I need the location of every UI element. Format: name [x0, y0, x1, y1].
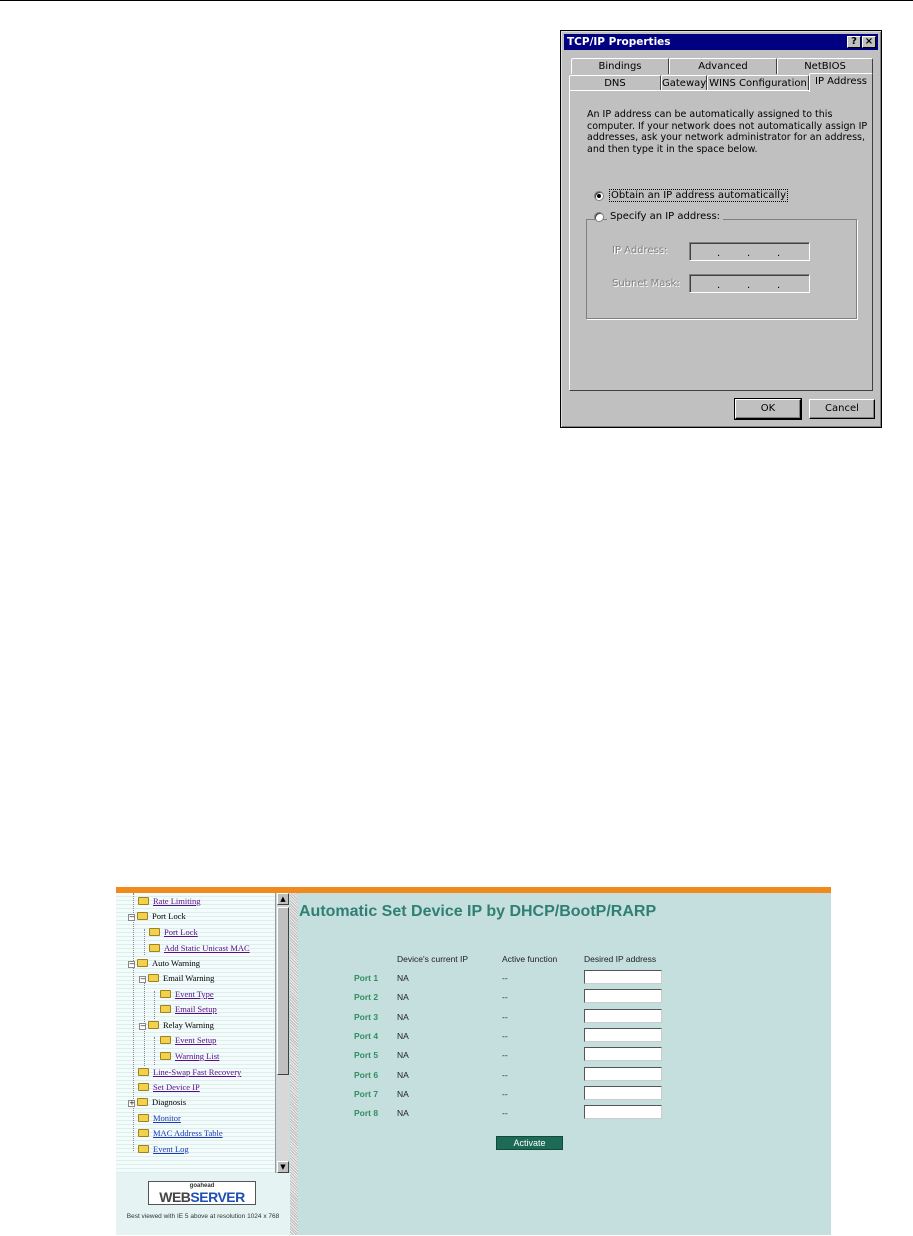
folder-icon	[149, 928, 160, 936]
desired-ip-input[interactable]	[584, 1047, 662, 1061]
current-ip-value: NA	[397, 1031, 409, 1041]
folder-icon	[138, 1129, 149, 1137]
folder-open-icon	[148, 1021, 159, 1029]
port-label: Port 7	[354, 1089, 379, 1099]
best-viewed-note: Best viewed with IE 5 above at resolution 1024 x 768	[126, 1213, 280, 1220]
tree-item-port-lock[interactable]: Port Lock	[149, 927, 198, 942]
scroll-thumb[interactable]	[277, 907, 289, 1075]
subnet-mask-field[interactable]: . . .	[689, 274, 810, 293]
col-current-ip: Device's current IP	[397, 954, 469, 964]
nav-scrollbar[interactable]	[277, 893, 289, 1173]
tree-item-event-setup[interactable]: Event Setup	[160, 1035, 216, 1050]
page-title: Automatic Set Device IP by DHCP/BootP/RARP	[299, 903, 657, 920]
logo-area	[116, 1173, 290, 1235]
frame-divider[interactable]	[290, 893, 298, 1235]
ip-description: An IP address can be automatically assigned to this computer. If your network does not automatically assign IP addresses, ask your network administrator for an address, and then type it in the space below.	[587, 109, 868, 155]
port-label: Port 1	[354, 973, 379, 983]
specify-ip-group	[586, 219, 857, 319]
desired-ip-input[interactable]	[584, 989, 662, 1003]
tree-item-mac-address-table[interactable]: MAC Address Table	[138, 1128, 223, 1143]
tree-item-port-lock-folder[interactable]: − Port Lock	[129, 911, 186, 921]
tree-item-warning-list[interactable]: Warning List	[160, 1051, 219, 1066]
desired-ip-input[interactable]	[584, 1086, 662, 1100]
current-ip-value: NA	[397, 973, 409, 983]
tree-item-auto-warning[interactable]: − Auto Warning	[129, 958, 201, 968]
folder-open-icon	[137, 912, 148, 920]
tree-item-email-setup[interactable]: Email Setup	[160, 1004, 217, 1019]
tab-dns-configuration[interactable]: DNS	[569, 75, 661, 91]
port-label: Port 8	[354, 1108, 379, 1118]
help-button[interactable]: ?	[847, 36, 861, 48]
tree-item-line-swap-fast-recovery[interactable]: Line-Swap Fast Recovery	[138, 1067, 241, 1082]
tree-item-diagnosis[interactable]: + Diagnosis	[129, 1097, 186, 1107]
desired-ip-input[interactable]	[584, 970, 662, 984]
folder-icon	[138, 1114, 149, 1122]
tab-ip-address[interactable]: IP Address	[809, 73, 873, 92]
folder-icon	[160, 1005, 171, 1013]
ok-button[interactable]: OK	[735, 399, 801, 419]
active-function-value: --	[502, 1012, 508, 1022]
ip-address-panel	[569, 90, 873, 391]
goahead-webserver-logo: goahead WEBSERVER	[148, 1181, 256, 1205]
desired-ip-input[interactable]	[584, 1067, 662, 1081]
active-function-value: --	[502, 1070, 508, 1080]
desired-ip-input[interactable]	[584, 1105, 662, 1119]
tree-item-relay-warning[interactable]: − Relay Warning	[140, 1020, 214, 1030]
folder-icon	[138, 897, 149, 905]
page-top-rule	[0, 0, 913, 1]
folder-icon	[160, 990, 171, 998]
desired-ip-input[interactable]	[584, 1009, 662, 1023]
close-button[interactable]: ×	[862, 36, 876, 48]
web-config-screenshot	[116, 887, 831, 1235]
tree-item-event-log[interactable]: Event Log	[138, 1144, 189, 1159]
collapse-icon[interactable]: −	[140, 975, 146, 983]
active-function-value: --	[502, 992, 508, 1002]
tab-wins-configuration[interactable]: WINS Configuration	[707, 75, 809, 91]
col-desired-ip: Desired IP address	[584, 954, 657, 964]
active-function-value: --	[502, 1089, 508, 1099]
radio-specify-ip[interactable]	[594, 212, 604, 222]
collapse-icon[interactable]: −	[129, 960, 135, 968]
radio-obtain-auto-label[interactable]: Obtain an IP address automatically	[611, 190, 787, 201]
tab-advanced[interactable]: Advanced	[669, 58, 777, 74]
port-label: Port 6	[354, 1070, 379, 1080]
tree-item-set-device-ip[interactable]: Set Device IP	[138, 1082, 200, 1097]
expand-icon[interactable]: +	[129, 1099, 135, 1107]
current-ip-value: NA	[397, 1070, 409, 1080]
tab-netbios[interactable]: NetBIOS	[777, 58, 873, 74]
subnet-mask-label: Subnet Mask:	[612, 278, 680, 289]
nav-tree	[116, 893, 276, 1173]
dialog-titlebar[interactable]	[564, 34, 878, 50]
folder-icon	[160, 1052, 171, 1060]
port-label: Port 4	[354, 1031, 379, 1041]
active-function-value: --	[502, 1031, 508, 1041]
scroll-down-icon[interactable]: ▼	[277, 1161, 289, 1173]
port-label: Port 2	[354, 992, 379, 1002]
tree-item-monitor[interactable]: Monitor	[138, 1113, 181, 1128]
radio-obtain-auto[interactable]	[594, 191, 604, 201]
tree-item-event-type[interactable]: Event Type	[160, 989, 214, 1004]
current-ip-value: NA	[397, 1108, 409, 1118]
tab-bindings[interactable]: Bindings	[571, 58, 669, 74]
current-ip-value: NA	[397, 1050, 409, 1060]
current-ip-value: NA	[397, 1089, 409, 1099]
dialog-title: TCP/IP Properties	[567, 36, 671, 48]
tcpip-properties-dialog	[560, 30, 882, 428]
current-ip-value: NA	[397, 1012, 409, 1022]
ip-address-field[interactable]: . . .	[689, 242, 810, 261]
folder-icon	[138, 1083, 149, 1091]
ip-address-label: IP Address:	[612, 245, 668, 256]
desired-ip-input[interactable]	[584, 1028, 662, 1042]
active-function-value: --	[502, 1050, 508, 1060]
collapse-icon[interactable]: −	[129, 913, 135, 921]
folder-icon	[137, 1098, 148, 1106]
port-label: Port 3	[354, 1012, 379, 1022]
tree-item-rate-limiting[interactable]: Rate Limiting	[138, 896, 200, 911]
tree-item-email-warning[interactable]: − Email Warning	[140, 973, 215, 983]
cancel-button[interactable]: Cancel	[809, 399, 875, 419]
activate-button[interactable]: Activate	[496, 1136, 563, 1150]
port-label: Port 5	[354, 1050, 379, 1060]
folder-open-icon	[137, 959, 148, 967]
tab-gateway[interactable]: Gateway	[661, 75, 707, 91]
folder-icon	[160, 1036, 171, 1044]
active-function-value: --	[502, 1108, 508, 1118]
tree-item-add-static-unicast-mac[interactable]: Add Static Unicast MAC	[149, 943, 250, 958]
folder-icon	[138, 1145, 149, 1153]
folder-open-icon	[148, 974, 159, 982]
scroll-up-icon[interactable]: ▲	[277, 893, 289, 905]
active-function-value: --	[502, 973, 508, 983]
current-ip-value: NA	[397, 992, 409, 1002]
collapse-icon[interactable]: −	[140, 1022, 146, 1030]
folder-icon	[138, 1068, 149, 1076]
col-active-function: Active function	[502, 954, 558, 964]
folder-icon	[149, 944, 160, 952]
radio-specify-ip-label[interactable]: Specify an IP address:	[607, 211, 723, 222]
